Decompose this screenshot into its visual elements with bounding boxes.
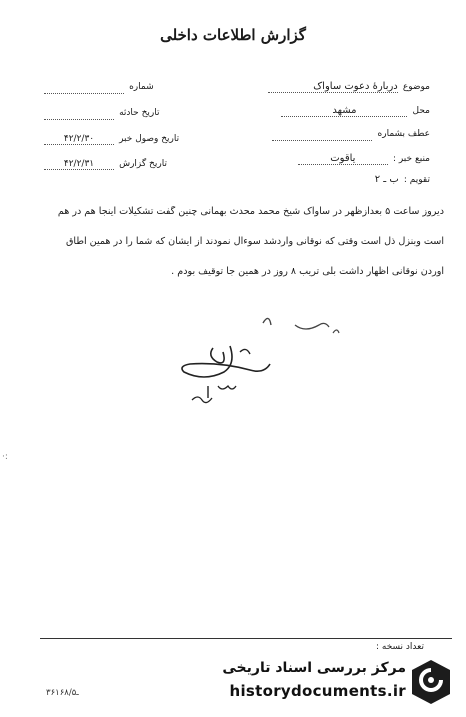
handwritten-mark bbox=[255, 305, 345, 345]
calendar-field bbox=[375, 167, 430, 186]
calendar-label: تقویم : bbox=[403, 175, 430, 185]
event-date-label: تاریخ حادثه bbox=[119, 108, 160, 118]
place-label: محل bbox=[412, 106, 430, 116]
watermark bbox=[184, 654, 454, 710]
report-date-value: ۴۲/۲/۳۱ bbox=[44, 159, 114, 170]
place-value: مشهد bbox=[281, 105, 407, 117]
event-date-value bbox=[44, 100, 114, 120]
source-field bbox=[298, 146, 430, 165]
number-value bbox=[44, 74, 124, 94]
received-date-field bbox=[44, 126, 179, 145]
report-title: گزارش اطلاعات داخلی bbox=[160, 26, 306, 44]
calendar-value: ب ـ ۲ bbox=[374, 174, 399, 185]
report-date-label: تاریخ گزارش bbox=[119, 159, 167, 169]
source-value: یاقوت bbox=[298, 153, 388, 165]
subject-value: دربارهٔ دعوت ساواک bbox=[268, 81, 398, 93]
copies-field bbox=[376, 642, 424, 652]
body-line-1: دیروز ساعت ۵ بعدازظهر در ساواک شیخ محمد محدث بهمانی چنین گفت تشکیلات اینجا هم در هم bbox=[57, 206, 444, 217]
received-date-value: ۴۲/۲/۳۰ bbox=[44, 134, 114, 145]
reference-label: عطف بشماره bbox=[377, 129, 430, 139]
report-date-field bbox=[44, 151, 167, 170]
reference-field bbox=[272, 121, 430, 141]
footer-divider bbox=[40, 638, 452, 639]
subject-field bbox=[268, 74, 430, 93]
archive-name: مرکز بررسی اسناد تاریخی bbox=[222, 660, 406, 676]
archive-url: historydocuments.ir bbox=[229, 682, 406, 700]
received-date-label: تاریخ وصول خبر bbox=[119, 134, 180, 144]
number-field bbox=[44, 74, 154, 94]
margin-mark: ·: bbox=[2, 452, 8, 462]
place-field bbox=[281, 98, 430, 117]
source-label: منبع خبر : bbox=[392, 154, 430, 164]
body-line-2: است وبنزل ذل است وقتی که نوقانی واردشد سوءال نمودند از ایشان که شما را در همین اطاق bbox=[65, 236, 444, 247]
document-number: ۳۶ـ۱۶۸/۵ bbox=[46, 688, 79, 698]
body-line-3: آوردن نوقانی اظهار داشت بلی تریب ۸ روز در همین جا توقیف بودم . bbox=[171, 266, 444, 277]
archive-logo-icon bbox=[408, 656, 454, 708]
event-date-field bbox=[44, 100, 160, 120]
number-label: شماره bbox=[129, 82, 154, 92]
reference-value bbox=[272, 121, 372, 141]
subject-label: موضوع bbox=[402, 82, 430, 92]
signature bbox=[178, 340, 288, 410]
copies-label: تعداد نسخه : bbox=[375, 642, 424, 652]
